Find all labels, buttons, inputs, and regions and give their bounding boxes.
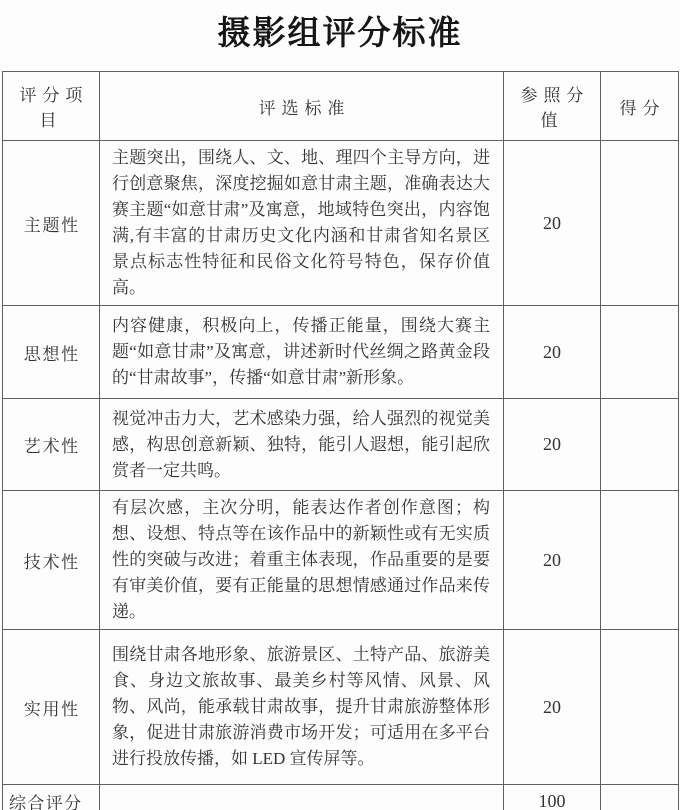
page-title: 摄影组评分标准 [217,14,463,51]
table-row-artistry [3,399,679,491]
row-ref-score-technique: 20 [504,491,601,630]
row-label-ideology: 思想性 [3,306,100,399]
table-row-total [3,785,679,810]
row-ref-score-theme: 20 [504,141,601,306]
column-header-score: 得分 [601,72,679,141]
total-criteria-cell [100,785,504,810]
row-criteria-ideology: 内容健康，积极向上，传播正能量，围绕大赛主题“如意甘肃”及寓意，讲述新时代丝绸之路黄金段的“甘肃故事”，传播“如意甘肃”新形象。 [100,306,504,399]
column-header-item: 评分项目 [3,72,100,141]
row-criteria-practicality: 围绕甘肃各地形象、旅游景区、土特产品、旅游美食、身边文旅故事、最美乡村等风情、风景、风物、风尚，能承载甘肃故事，提升甘肃旅游整体形象，促进甘肃旅游消费市场开发；可适用在多平台进行投放传播，如 LED 宣传屏等。 [100,630,504,785]
table-row-theme [3,141,679,306]
row-score-cell-theme [601,141,679,306]
row-criteria-technique: 有层次感，主次分明，能表达作者创作意图；构想、设想、特点等在该作品中的新颖性或有无实质性的突破与改进；着重主体表现，作品重要的是要有审美价值，要有正能量的思想情感通过作品来传递。 [100,491,504,630]
row-ref-score-ideology: 20 [504,306,601,399]
row-label-artistry: 艺术性 [3,399,100,491]
row-score-cell-ideology [601,306,679,399]
row-score-cell-practicality [601,630,679,785]
row-label-technique: 技术性 [3,491,100,630]
total-label: 综合评分 [3,785,100,810]
row-score-cell-artistry [601,399,679,491]
total-score-cell [601,785,679,810]
row-criteria-theme: 主题突出，围绕人、文、地、理四个主导方向，进行创意聚焦，深度挖掘如意甘肃主题，准确表达大赛主题“如意甘肃”及寓意，地域特色突出，内容饱满,有丰富的甘肃历史文化内涵和甘肃省知名景区景点标志性特征和民俗文化符号特色，保存价值高。 [100,141,504,306]
row-label-theme: 主题性 [3,141,100,306]
row-score-cell-technique [601,491,679,630]
row-label-practicality: 实用性 [3,630,100,785]
table-row-practicality [3,630,679,785]
row-ref-score-practicality: 20 [504,630,601,785]
column-header-criteria: 评选标准 [100,72,504,141]
scoring-table [2,71,679,810]
column-header-ref-score: 参照分值 [504,72,601,141]
row-ref-score-artistry: 20 [504,399,601,491]
table-row-ideology [3,306,679,399]
table-header-row [3,72,679,141]
table-row-technique [3,491,679,630]
total-ref-score: 100 [504,785,601,810]
row-criteria-artistry: 视觉冲击力大，艺术感染力强，给人强烈的视觉美感，构思创意新颖、独特，能引人遐想，能引起欣赏者一定共鸣。 [100,399,504,491]
